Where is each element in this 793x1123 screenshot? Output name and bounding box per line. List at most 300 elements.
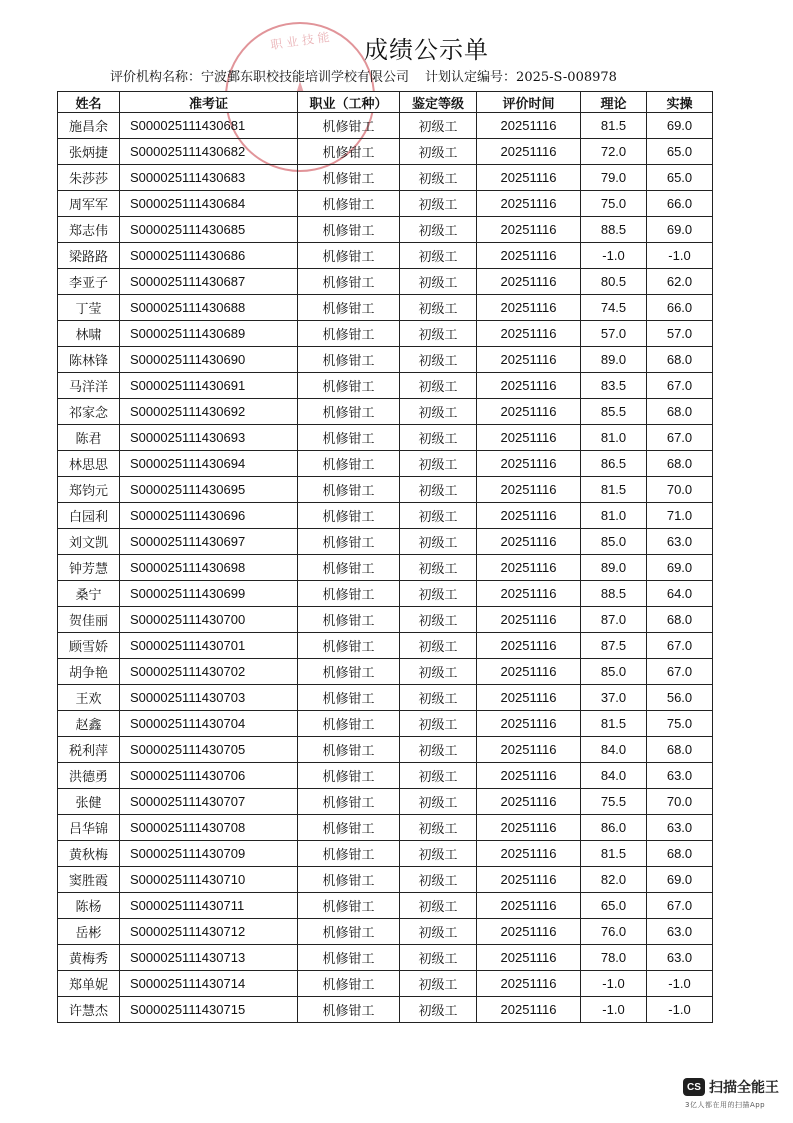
cell-ticket: S000025111430689 <box>120 321 298 347</box>
cell-level: 初级工 <box>400 295 477 321</box>
cell-ticket: S000025111430695 <box>120 477 298 503</box>
table-row <box>58 581 713 607</box>
cell-occupation: 机修钳工 <box>298 971 400 997</box>
cell-level: 初级工 <box>400 191 477 217</box>
cell-theory: 84.0 <box>581 763 647 789</box>
cell-practical: 67.0 <box>647 373 713 399</box>
cell-theory: -1.0 <box>581 971 647 997</box>
cell-practical: 64.0 <box>647 581 713 607</box>
cell-date: 20251116 <box>477 763 581 789</box>
cell-date: 20251116 <box>477 139 581 165</box>
cell-level: 初级工 <box>400 763 477 789</box>
cell-occupation: 机修钳工 <box>298 191 400 217</box>
cell-practical: 67.0 <box>647 633 713 659</box>
cell-name: 岳彬 <box>58 919 120 945</box>
cell-theory: 81.5 <box>581 711 647 737</box>
cell-ticket: S000025111430712 <box>120 919 298 945</box>
table-row <box>58 399 713 425</box>
cell-date: 20251116 <box>477 451 581 477</box>
cell-theory: 76.0 <box>581 919 647 945</box>
table-row <box>58 555 713 581</box>
cell-practical: 63.0 <box>647 945 713 971</box>
cell-occupation: 机修钳工 <box>298 347 400 373</box>
cell-date: 20251116 <box>477 295 581 321</box>
cell-theory: 86.0 <box>581 815 647 841</box>
cell-occupation: 机修钳工 <box>298 269 400 295</box>
cell-date: 20251116 <box>477 243 581 269</box>
cell-level: 初级工 <box>400 997 477 1023</box>
cell-name: 黄秋梅 <box>58 841 120 867</box>
cell-occupation: 机修钳工 <box>298 451 400 477</box>
cell-ticket: S000025111430714 <box>120 971 298 997</box>
cell-level: 初级工 <box>400 945 477 971</box>
cell-date: 20251116 <box>477 581 581 607</box>
plan-label: 计划认定编号： <box>425 70 517 85</box>
cell-date: 20251116 <box>477 789 581 815</box>
table-row <box>58 633 713 659</box>
plan-number: 2025-S-008978 <box>516 70 617 85</box>
table-row <box>58 841 713 867</box>
table-row <box>58 373 713 399</box>
table-row <box>58 269 713 295</box>
cell-occupation: 机修钳工 <box>298 867 400 893</box>
cell-theory: 87.5 <box>581 633 647 659</box>
cell-level: 初级工 <box>400 503 477 529</box>
cell-theory: 81.5 <box>581 841 647 867</box>
table-row <box>58 685 713 711</box>
cell-practical: 66.0 <box>647 191 713 217</box>
cell-practical: 63.0 <box>647 919 713 945</box>
table-row <box>58 919 713 945</box>
cell-level: 初级工 <box>400 555 477 581</box>
cell-level: 初级工 <box>400 867 477 893</box>
table-row <box>58 217 713 243</box>
cell-practical: 66.0 <box>647 295 713 321</box>
table-body <box>58 113 713 1023</box>
table-row <box>58 997 713 1023</box>
cell-date: 20251116 <box>477 191 581 217</box>
cell-theory: 89.0 <box>581 347 647 373</box>
cell-level: 初级工 <box>400 165 477 191</box>
cell-theory: 87.0 <box>581 607 647 633</box>
cell-occupation: 机修钳工 <box>298 841 400 867</box>
scanner-app-name: 扫描全能王 <box>709 1080 779 1096</box>
cell-practical: 65.0 <box>647 139 713 165</box>
cell-ticket: S000025111430715 <box>120 997 298 1023</box>
cell-theory: 86.5 <box>581 451 647 477</box>
cell-level: 初级工 <box>400 737 477 763</box>
table-row <box>58 763 713 789</box>
cell-name: 陈林锋 <box>58 347 120 373</box>
cell-date: 20251116 <box>477 945 581 971</box>
cell-ticket: S000025111430699 <box>120 581 298 607</box>
cell-occupation: 机修钳工 <box>298 399 400 425</box>
table-row <box>58 789 713 815</box>
camscanner-logo-icon: CS <box>683 1078 705 1096</box>
table-header-row <box>58 92 713 113</box>
cell-level: 初级工 <box>400 607 477 633</box>
table-row <box>58 139 713 165</box>
cell-ticket: S000025111430696 <box>120 503 298 529</box>
cell-occupation: 机修钳工 <box>298 555 400 581</box>
cell-level: 初级工 <box>400 659 477 685</box>
cell-level: 初级工 <box>400 217 477 243</box>
cell-practical: 71.0 <box>647 503 713 529</box>
cell-name: 胡争艳 <box>58 659 120 685</box>
cell-level: 初级工 <box>400 399 477 425</box>
cell-practical: 63.0 <box>647 763 713 789</box>
cell-practical: 75.0 <box>647 711 713 737</box>
cell-name: 林啸 <box>58 321 120 347</box>
cell-level: 初级工 <box>400 971 477 997</box>
cell-name: 梁路路 <box>58 243 120 269</box>
cell-theory: 65.0 <box>581 893 647 919</box>
cell-occupation: 机修钳工 <box>298 113 400 139</box>
cell-name: 钟芳慧 <box>58 555 120 581</box>
cell-practical: 67.0 <box>647 425 713 451</box>
cell-practical: 57.0 <box>647 321 713 347</box>
table-row <box>58 607 713 633</box>
cell-name: 黄梅秀 <box>58 945 120 971</box>
cell-occupation: 机修钳工 <box>298 997 400 1023</box>
cell-theory: 78.0 <box>581 945 647 971</box>
cell-occupation: 机修钳工 <box>298 529 400 555</box>
cell-name: 贺佳丽 <box>58 607 120 633</box>
cell-occupation: 机修钳工 <box>298 789 400 815</box>
cell-name: 施昌余 <box>58 113 120 139</box>
cell-occupation: 机修钳工 <box>298 425 400 451</box>
cell-level: 初级工 <box>400 685 477 711</box>
cell-date: 20251116 <box>477 997 581 1023</box>
cell-date: 20251116 <box>477 737 581 763</box>
cell-ticket: S000025111430682 <box>120 139 298 165</box>
cell-practical: 70.0 <box>647 477 713 503</box>
cell-level: 初级工 <box>400 919 477 945</box>
cell-name: 郑单妮 <box>58 971 120 997</box>
table-row <box>58 243 713 269</box>
cell-practical: 68.0 <box>647 451 713 477</box>
cell-level: 初级工 <box>400 789 477 815</box>
cell-date: 20251116 <box>477 893 581 919</box>
cell-occupation: 机修钳工 <box>298 737 400 763</box>
header-occupation: 职业（工种） <box>298 92 400 113</box>
cell-ticket: S000025111430683 <box>120 165 298 191</box>
cell-name: 窦胜霞 <box>58 867 120 893</box>
cell-date: 20251116 <box>477 685 581 711</box>
cell-ticket: S000025111430681 <box>120 113 298 139</box>
header-ticket: 准考证 <box>120 92 298 113</box>
table-row <box>58 347 713 373</box>
cell-occupation: 机修钳工 <box>298 815 400 841</box>
table-row <box>58 529 713 555</box>
cell-level: 初级工 <box>400 347 477 373</box>
cell-theory: 81.0 <box>581 425 647 451</box>
cell-level: 初级工 <box>400 581 477 607</box>
cell-ticket: S000025111430710 <box>120 867 298 893</box>
cell-practical: 69.0 <box>647 113 713 139</box>
cell-name: 郑志伟 <box>58 217 120 243</box>
cell-theory: 85.0 <box>581 659 647 685</box>
table-row <box>58 191 713 217</box>
cell-ticket: S000025111430703 <box>120 685 298 711</box>
cell-level: 初级工 <box>400 373 477 399</box>
cell-theory: 82.0 <box>581 867 647 893</box>
cell-name: 张健 <box>58 789 120 815</box>
cell-theory: 75.5 <box>581 789 647 815</box>
cell-date: 20251116 <box>477 165 581 191</box>
table-row <box>58 451 713 477</box>
cell-occupation: 机修钳工 <box>298 217 400 243</box>
cell-theory: 79.0 <box>581 165 647 191</box>
table-row <box>58 711 713 737</box>
cell-name: 周军军 <box>58 191 120 217</box>
table-row <box>58 867 713 893</box>
cell-level: 初级工 <box>400 425 477 451</box>
cell-date: 20251116 <box>477 399 581 425</box>
cell-name: 陈君 <box>58 425 120 451</box>
cell-date: 20251116 <box>477 321 581 347</box>
cell-practical: -1.0 <box>647 971 713 997</box>
cell-practical: 67.0 <box>647 659 713 685</box>
cell-theory: 89.0 <box>581 555 647 581</box>
cell-date: 20251116 <box>477 815 581 841</box>
cell-practical: 68.0 <box>647 737 713 763</box>
cell-occupation: 机修钳工 <box>298 945 400 971</box>
scanner-app-badge <box>683 1077 779 1097</box>
cell-name: 桑宁 <box>58 581 120 607</box>
table-row <box>58 893 713 919</box>
cell-name: 祁家念 <box>58 399 120 425</box>
cell-theory: 88.5 <box>581 217 647 243</box>
cell-date: 20251116 <box>477 919 581 945</box>
table-row <box>58 113 713 139</box>
cell-date: 20251116 <box>477 711 581 737</box>
cell-date: 20251116 <box>477 373 581 399</box>
cell-level: 初级工 <box>400 477 477 503</box>
cell-ticket: S000025111430707 <box>120 789 298 815</box>
cell-ticket: S000025111430693 <box>120 425 298 451</box>
cell-ticket: S000025111430692 <box>120 399 298 425</box>
cell-theory: 81.0 <box>581 503 647 529</box>
cell-date: 20251116 <box>477 555 581 581</box>
table-row <box>58 945 713 971</box>
cell-level: 初级工 <box>400 451 477 477</box>
cell-ticket: S000025111430713 <box>120 945 298 971</box>
cell-level: 初级工 <box>400 139 477 165</box>
cell-ticket: S000025111430704 <box>120 711 298 737</box>
cell-ticket: S000025111430685 <box>120 217 298 243</box>
cell-date: 20251116 <box>477 607 581 633</box>
cell-level: 初级工 <box>400 529 477 555</box>
cell-occupation: 机修钳工 <box>298 243 400 269</box>
cell-theory: 74.5 <box>581 295 647 321</box>
cell-ticket: S000025111430698 <box>120 555 298 581</box>
cell-level: 初级工 <box>400 269 477 295</box>
cell-theory: 75.0 <box>581 191 647 217</box>
document-subtitle <box>110 66 617 85</box>
cell-ticket: S000025111430700 <box>120 607 298 633</box>
cell-name: 税利萍 <box>58 737 120 763</box>
header-theory: 理论 <box>581 92 647 113</box>
cell-practical: 68.0 <box>647 607 713 633</box>
cell-date: 20251116 <box>477 633 581 659</box>
grades-table <box>57 91 713 1023</box>
cell-date: 20251116 <box>477 841 581 867</box>
cell-occupation: 机修钳工 <box>298 295 400 321</box>
cell-theory: 84.0 <box>581 737 647 763</box>
table-row <box>58 659 713 685</box>
cell-occupation: 机修钳工 <box>298 659 400 685</box>
cell-theory: 37.0 <box>581 685 647 711</box>
cell-ticket: S000025111430688 <box>120 295 298 321</box>
cell-date: 20251116 <box>477 425 581 451</box>
seal-ring-text: 职 业 技 能 <box>269 29 331 53</box>
cell-ticket: S000025111430691 <box>120 373 298 399</box>
cell-practical: -1.0 <box>647 997 713 1023</box>
cell-ticket: S000025111430705 <box>120 737 298 763</box>
cell-date: 20251116 <box>477 867 581 893</box>
cell-practical: 68.0 <box>647 399 713 425</box>
cell-occupation: 机修钳工 <box>298 165 400 191</box>
cell-occupation: 机修钳工 <box>298 321 400 347</box>
cell-name: 郑钧元 <box>58 477 120 503</box>
cell-level: 初级工 <box>400 633 477 659</box>
cell-occupation: 机修钳工 <box>298 373 400 399</box>
cell-date: 20251116 <box>477 503 581 529</box>
cell-ticket: S000025111430684 <box>120 191 298 217</box>
cell-practical: 56.0 <box>647 685 713 711</box>
cell-name: 顾雪娇 <box>58 633 120 659</box>
cell-practical: -1.0 <box>647 243 713 269</box>
cell-occupation: 机修钳工 <box>298 711 400 737</box>
cell-occupation: 机修钳工 <box>298 139 400 165</box>
cell-practical: 67.0 <box>647 893 713 919</box>
cell-practical: 70.0 <box>647 789 713 815</box>
cell-name: 林思思 <box>58 451 120 477</box>
cell-level: 初级工 <box>400 243 477 269</box>
cell-ticket: S000025111430709 <box>120 841 298 867</box>
cell-occupation: 机修钳工 <box>298 685 400 711</box>
cell-date: 20251116 <box>477 529 581 555</box>
cell-name: 丁莹 <box>58 295 120 321</box>
cell-occupation: 机修钳工 <box>298 763 400 789</box>
cell-name: 刘文凯 <box>58 529 120 555</box>
cell-practical: 69.0 <box>647 217 713 243</box>
cell-theory: 85.0 <box>581 529 647 555</box>
header-name: 姓名 <box>58 92 120 113</box>
table-row <box>58 503 713 529</box>
cell-name: 洪德勇 <box>58 763 120 789</box>
cell-practical: 65.0 <box>647 165 713 191</box>
cell-date: 20251116 <box>477 971 581 997</box>
cell-theory: 81.5 <box>581 477 647 503</box>
cell-theory: 80.5 <box>581 269 647 295</box>
cell-theory: 83.5 <box>581 373 647 399</box>
cell-practical: 62.0 <box>647 269 713 295</box>
cell-name: 白园利 <box>58 503 120 529</box>
cell-date: 20251116 <box>477 659 581 685</box>
cell-theory: -1.0 <box>581 997 647 1023</box>
cell-name: 朱莎莎 <box>58 165 120 191</box>
cell-level: 初级工 <box>400 841 477 867</box>
cell-practical: 69.0 <box>647 867 713 893</box>
cell-date: 20251116 <box>477 113 581 139</box>
cell-ticket: S000025111430690 <box>120 347 298 373</box>
document-title: 成绩公示单 <box>364 36 489 64</box>
table-row <box>58 737 713 763</box>
cell-theory: 85.5 <box>581 399 647 425</box>
cell-occupation: 机修钳工 <box>298 633 400 659</box>
cell-theory: 88.5 <box>581 581 647 607</box>
cell-ticket: S000025111430708 <box>120 815 298 841</box>
cell-name: 陈杨 <box>58 893 120 919</box>
table-row <box>58 815 713 841</box>
cell-ticket: S000025111430706 <box>120 763 298 789</box>
scanner-app-tagline: 3亿人都在用的扫描App <box>685 1101 766 1109</box>
header-practical: 实操 <box>647 92 713 113</box>
cell-date: 20251116 <box>477 269 581 295</box>
cell-practical: 68.0 <box>647 347 713 373</box>
cell-theory: 81.5 <box>581 113 647 139</box>
cell-ticket: S000025111430694 <box>120 451 298 477</box>
cell-ticket: S000025111430687 <box>120 269 298 295</box>
cell-practical: 68.0 <box>647 841 713 867</box>
table-row <box>58 477 713 503</box>
cell-level: 初级工 <box>400 113 477 139</box>
cell-ticket: S000025111430697 <box>120 529 298 555</box>
cell-occupation: 机修钳工 <box>298 477 400 503</box>
cell-ticket: S000025111430711 <box>120 893 298 919</box>
cell-practical: 69.0 <box>647 555 713 581</box>
cell-occupation: 机修钳工 <box>298 581 400 607</box>
cell-date: 20251116 <box>477 217 581 243</box>
cell-theory: 72.0 <box>581 139 647 165</box>
cell-name: 张炳捷 <box>58 139 120 165</box>
cell-date: 20251116 <box>477 477 581 503</box>
cell-theory: -1.0 <box>581 243 647 269</box>
cell-name: 赵鑫 <box>58 711 120 737</box>
table-row <box>58 165 713 191</box>
cell-ticket: S000025111430701 <box>120 633 298 659</box>
cell-name: 许慧杰 <box>58 997 120 1023</box>
cell-level: 初级工 <box>400 815 477 841</box>
cell-occupation: 机修钳工 <box>298 607 400 633</box>
cell-level: 初级工 <box>400 893 477 919</box>
table-row <box>58 971 713 997</box>
cell-name: 马洋洋 <box>58 373 120 399</box>
table-row <box>58 425 713 451</box>
cell-name: 李亚子 <box>58 269 120 295</box>
cell-level: 初级工 <box>400 321 477 347</box>
org-label: 评价机构名称： <box>110 70 202 85</box>
table-row <box>58 321 713 347</box>
cell-name: 王欢 <box>58 685 120 711</box>
cell-occupation: 机修钳工 <box>298 919 400 945</box>
cell-ticket: S000025111430702 <box>120 659 298 685</box>
org-name: 宁波鄞东职校技能培训学校有限公司 <box>201 70 410 85</box>
cell-occupation: 机修钳工 <box>298 893 400 919</box>
header-level: 鉴定等级 <box>400 92 477 113</box>
cell-name: 吕华锦 <box>58 815 120 841</box>
cell-ticket: S000025111430686 <box>120 243 298 269</box>
cell-occupation: 机修钳工 <box>298 503 400 529</box>
table-row <box>58 295 713 321</box>
header-date: 评价时间 <box>477 92 581 113</box>
cell-practical: 63.0 <box>647 529 713 555</box>
cell-level: 初级工 <box>400 711 477 737</box>
cell-theory: 57.0 <box>581 321 647 347</box>
cell-practical: 63.0 <box>647 815 713 841</box>
